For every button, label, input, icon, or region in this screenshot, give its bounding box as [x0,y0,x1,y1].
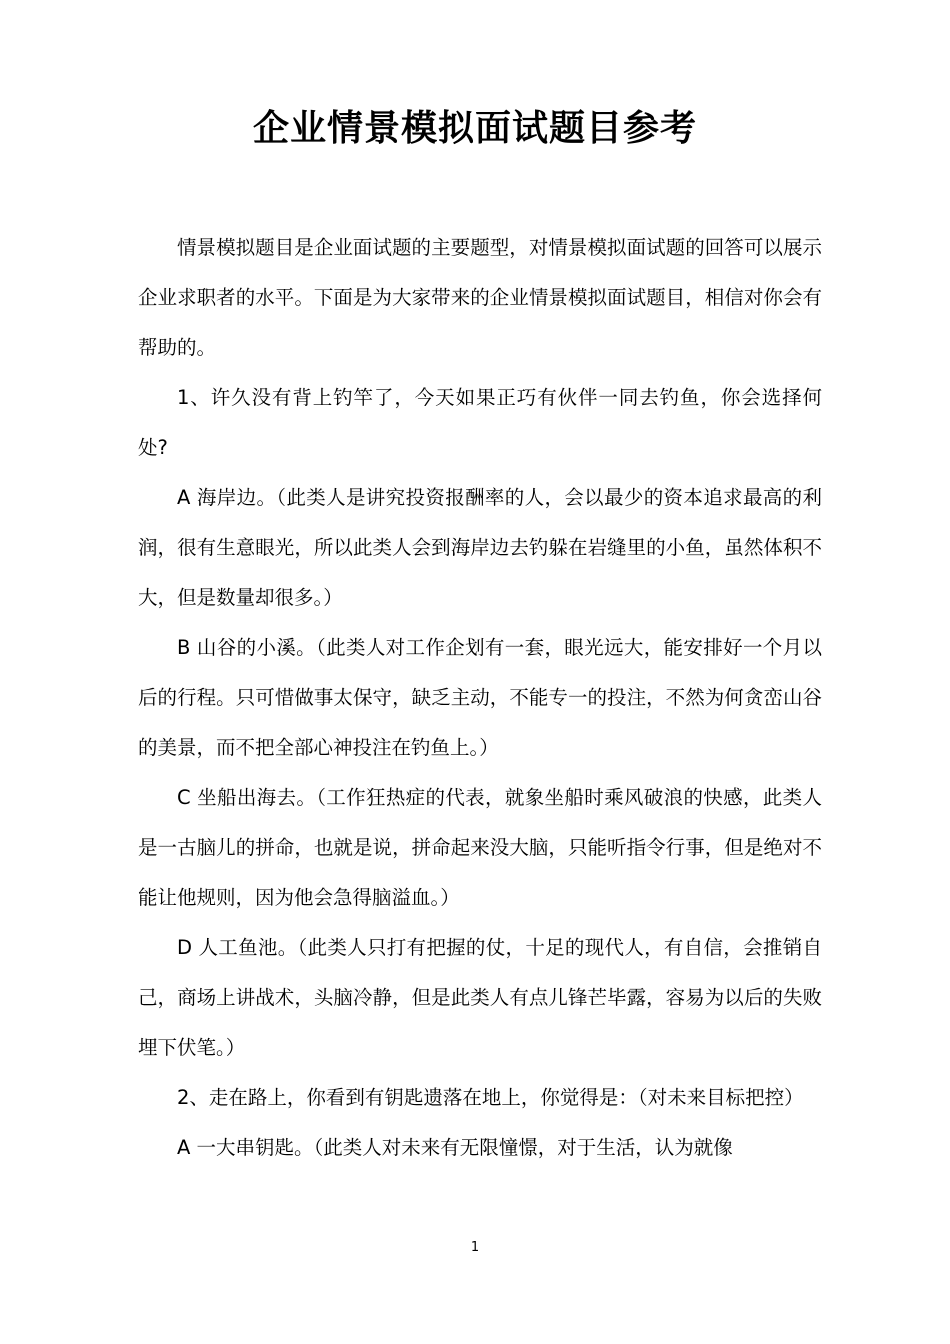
page-number: 1 [470,1240,480,1255]
paragraph-option-1c: C 坐船出海去。（工作狂热症的代表，就象坐船时乘风破浪的快感，此类人是一古脑儿的拼命，也就是说，拼命起来没大脑，只能听指令行事，但是绝对不能让他规则，因为他会急得脑溢血。） [138,786,822,909]
paragraph-question-1: 1、许久没有背上钓竿了，今天如果正巧有伙伴一同去钓鱼，你会选择何处? [138,386,822,459]
paragraph-option-1b: B 山谷的小溪。（此类人对工作企划有一套，眼光远大，能安排好一个月以后的行程。只可惜做事太保守，缺乏主动，不能专一的投注，不然为何贪峦山谷的美景，而不把全部心神投注在钓鱼上。） [138,636,822,759]
paragraph-intro: 情景模拟题目是企业面试题的主要题型，对情景模拟面试题的回答可以展示企业求职者的水平。下面是为大家带来的企业情景模拟面试题目，相信对你会有帮助的。 [138,236,822,359]
paragraph-option-1a: A 海岸边。（此类人是讲究投资报酬率的人，会以最少的资本追求最高的利润，很有生意眼光，所以此类人会到海岸边去钓躲在岩缝里的小鱼，虽然体积不大，但是数量却很多。） [138,486,822,609]
paragraph-question-2: 2、走在路上，你看到有钥匙遗落在地上，你觉得是：（对未来目标把控） [177,1086,804,1109]
paragraph-option-1d: D 人工鱼池。（此类人只打有把握的仗，十足的现代人，有自信，会推销自己，商场上讲战术，头脑冷静，但是此类人有点儿锋芒毕露，容易为以后的失败埋下伏笔。） [138,936,822,1059]
document-body [138,223,822,1173]
paragraph-option-2a: A 一大串钥匙。（此类人对未来有无限憧憬，对于生活，认为就像 [177,1136,733,1159]
document-title: 企业情景模拟面试题目参考 [252,108,697,149]
